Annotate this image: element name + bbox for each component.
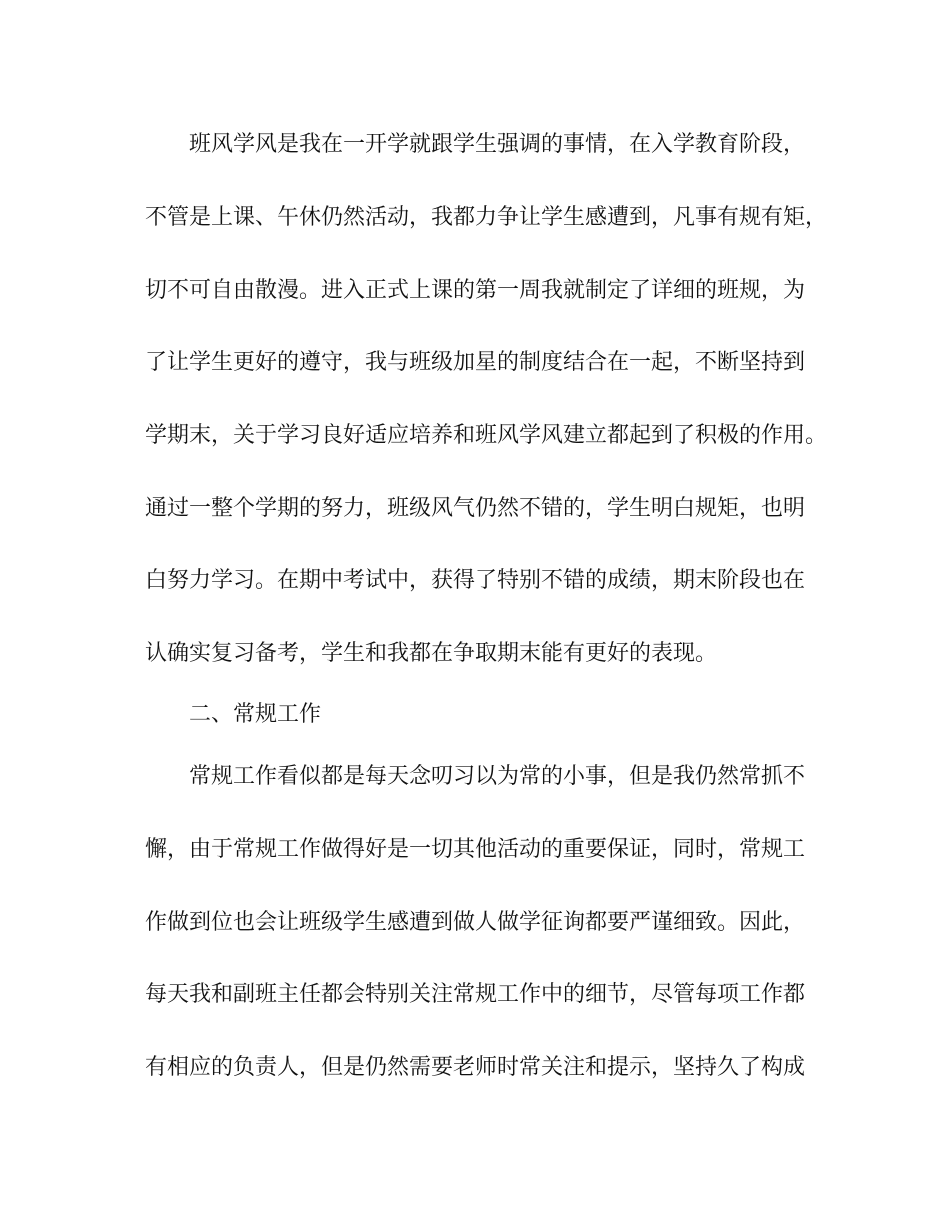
paragraph-1-line-8: 认确实复习备考，学生和我都在争取期末能有更好的表现。 [145,641,718,666]
paragraph-2-line-3: 作做到位也会让班级学生感遭到做人做学征询都要严谨细致。因此， [145,910,806,935]
paragraph-1-line-4: 了让学生更好的遵守，我与班级加星的制度结合在一起，不断坚持到 [145,350,806,375]
paragraph-1-line-2: 不管是上课、午休仍然活动，我都力争让学生感遭到，凡事有规有矩， [145,205,828,230]
paragraph-2-line-2: 懈，由于常规工作做得好是一切其他活动的重要保证，同时，常规工 [145,837,806,862]
paragraph-1-line-3: 切不可自由散漫。进入正式上课的第一周我就制定了详细的班规，为 [145,278,806,303]
paragraph-2-line-4: 每天我和副班主任都会特别关注常规工作中的细节，尽管每项工作都 [145,982,806,1007]
paragraph-1-line-6: 通过一整个学期的努力，班级风气仍然不错的，学生明白规矩，也明 [145,496,806,521]
paragraph-2-line-5: 有相应的负责人，但是仍然需要老师时常关注和提示，坚持久了构成 [145,1055,806,1080]
paragraph-1-line-1: 班风学风是我在一开学就跟学生强调的事情，在入学教育阶段， [189,132,806,157]
paragraph-1-line-5: 学期末，关于学习良好适应培养和班风学风建立都起到了积极的作用。 [145,423,828,448]
paragraph-2-line-1: 常规工作看似都是每天念叨习以为常的小事，但是我仍然常抓不 [189,764,806,789]
section-heading: 二、常规工作 [189,702,322,727]
paragraph-1-line-7: 白努力学习。在期中考试中，获得了特别不错的成绩，期末阶段也在 [145,568,806,593]
